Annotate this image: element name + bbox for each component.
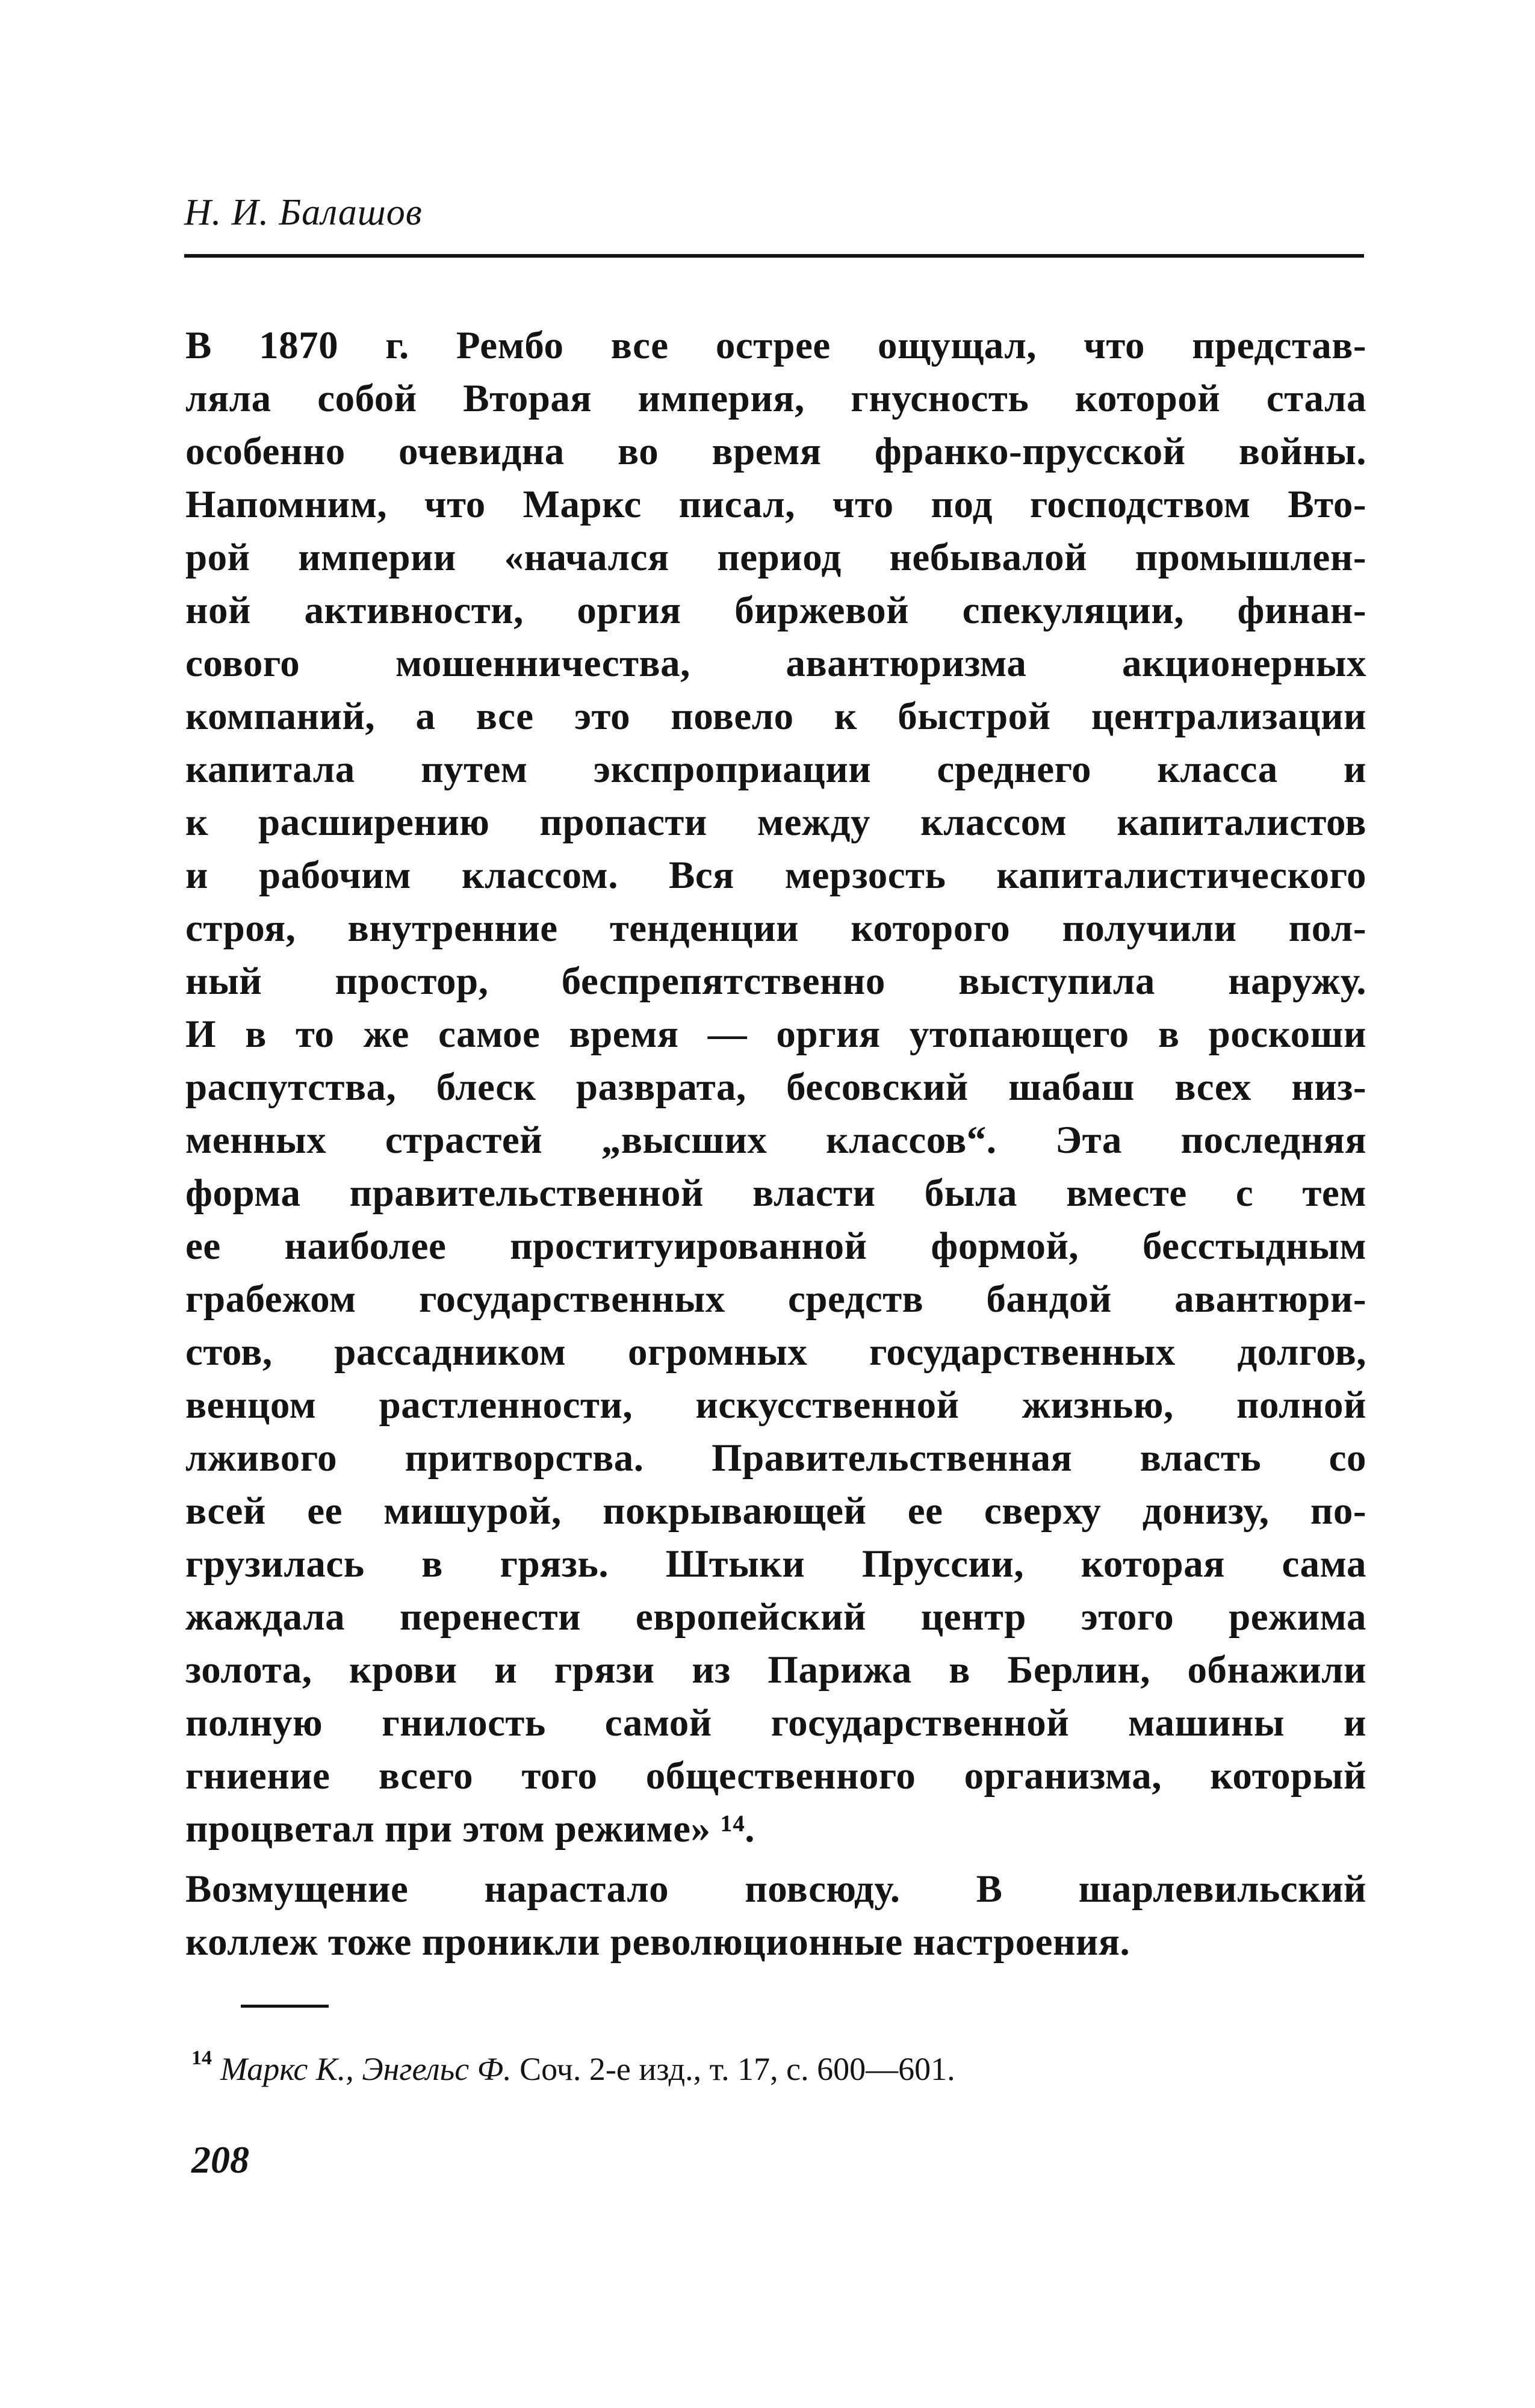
header-rule xyxy=(184,254,1364,258)
running-head: Н. И. Балашов xyxy=(184,192,423,233)
text-line: к расширению пропасти между классом капиталистов xyxy=(185,801,1366,844)
text-line: сового мошенничества, авантюризма акционерных xyxy=(185,642,1366,685)
text-line: ляла собой Вторая империя, гнусность которой стала xyxy=(185,377,1366,420)
text-line: полную гнилость самой государственной машины и xyxy=(185,1701,1366,1745)
text-line: ный простор, беспрепятственно выступила наружу. xyxy=(185,960,1366,1003)
text-line: грабежом государственных средств бандой авантюри- xyxy=(185,1277,1366,1321)
text-line: ной активности, оргия биржевой спекуляции, финан- xyxy=(185,589,1366,632)
footnote-rule xyxy=(241,2005,329,2008)
text-line: Напомним, что Маркс писал, что под господством Вто- xyxy=(185,483,1366,526)
text-line: рой империи «начался период небывалой промышлен- xyxy=(185,536,1366,579)
text-line: процветал при этом режиме» ¹⁴. xyxy=(185,1807,755,1851)
text-line: грузилась в грязь. Штыки Пруссии, которая сама xyxy=(185,1542,1366,1586)
text-line: распутства, блеск разврата, бесовский шабаш всех низ- xyxy=(185,1066,1366,1109)
text-line: лживого притворства. Правительственная власть со xyxy=(185,1436,1366,1480)
text-line: строя, внутренние тенденции которого получили пол- xyxy=(185,907,1366,950)
footnote-text: Соч. 2-е изд., т. 17, с. 600—601. xyxy=(519,2051,955,2087)
text-line: стов, рассадником огромных государственных долгов, xyxy=(185,1330,1366,1374)
page-number: 208 xyxy=(191,2138,249,2181)
text-line: золота, крови и грязи из Парижа в Берлин, обнажили xyxy=(185,1648,1366,1692)
text-line: И в то же самое время — оргия утопающего в роскоши xyxy=(185,1013,1366,1056)
text-line: форма правительственной власти была вместе с тем xyxy=(185,1171,1366,1215)
footnote-marker: 14 xyxy=(191,2047,212,2069)
text-line: капитала путем экспроприации среднего класса и xyxy=(185,748,1366,791)
text-line: гниение всего того общественного организма, который xyxy=(185,1754,1366,1798)
text-line: жаждала перенести европейский центр этого режима xyxy=(185,1595,1366,1639)
footnote xyxy=(191,2048,1215,2085)
text-line: менных страстей „высших классов“. Эта последняя xyxy=(185,1119,1366,1162)
text-line: и рабочим классом. Вся мерзость капиталистического xyxy=(185,854,1366,897)
text-line: особенно очевидна во время франко-прусской войны. xyxy=(185,430,1366,473)
text-line: ее наиболее проституированной формой, бесстыдным xyxy=(185,1224,1366,1268)
footnote-author: Маркс К., Энгельс Ф. xyxy=(220,2051,512,2087)
text-line: Возмущение нарастало повсюду. В шарлевильский xyxy=(185,1867,1366,1911)
text-line: всей ее мишурой, покрывающей ее сверху донизу, по- xyxy=(185,1489,1366,1533)
text-line: венцом растленности, искусственной жизнью, полной xyxy=(185,1383,1366,1427)
text-line: компаний, а все это повело к быстрой централизации xyxy=(185,695,1366,738)
text-line: В 1870 г. Рембо все острее ощущал, что представ- xyxy=(185,324,1366,367)
text-line: коллеж тоже проникли революционные настроения. xyxy=(185,1920,1130,1964)
